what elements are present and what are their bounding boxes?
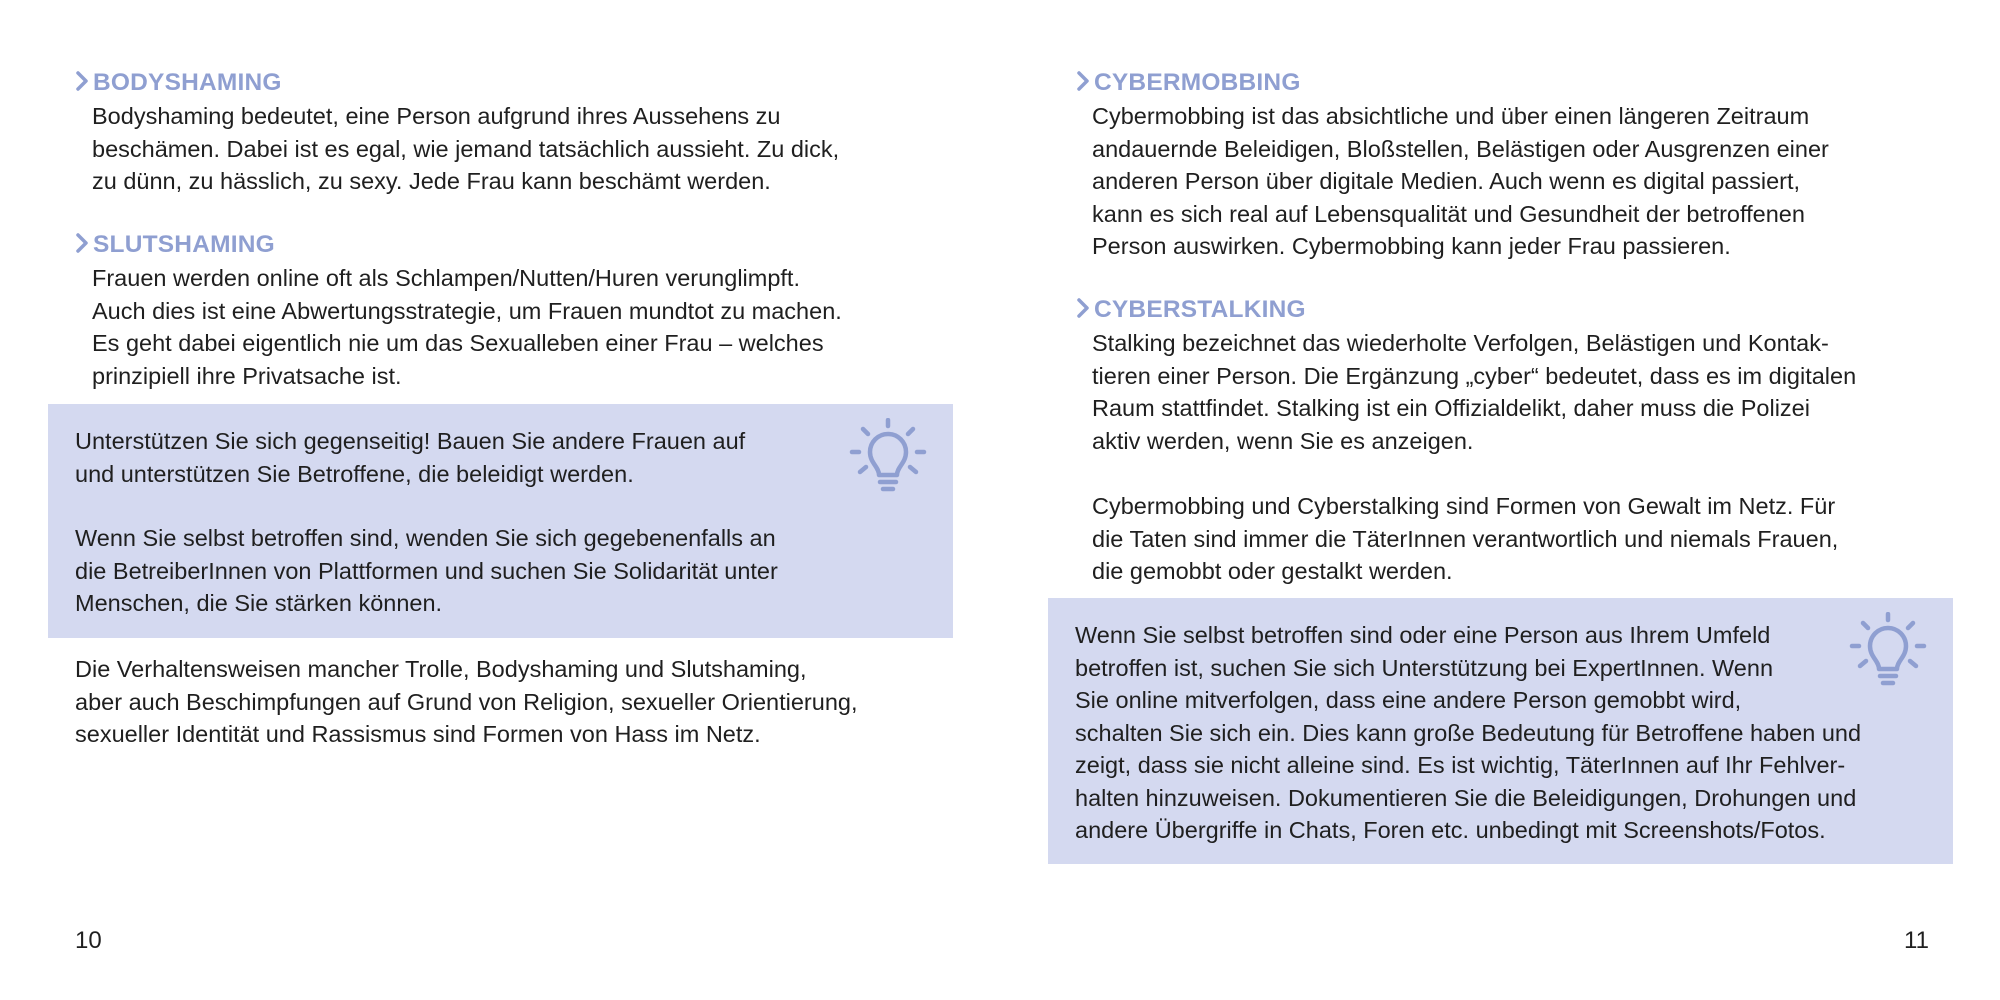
text-line: kann es sich real auf Lebensqualität und Gesundheit der betroffenen [1092,200,1805,227]
tip-paragraph-2 [75,522,778,620]
text-line: Die Verhaltensweisen mancher Trolle, Bodyshaming und Slutshaming, [75,656,807,682]
text-line: und unterstützen Sie Betroffene, die beleidigt werden. [75,460,634,487]
lightbulb-icon [848,418,928,498]
tip-paragraph-1 [75,425,745,490]
section-heading-cybermobbing [1075,67,1301,99]
text-line: beschämen. Dabei ist es egal, wie jemand tatsächlich aussieht. Zu dick, [92,135,840,162]
text-line: zu dünn, zu hässlich, zu sexy. Jede Frau kann beschämt werden. [92,168,771,194]
tip-box [48,404,953,638]
text-line: die Taten sind immer die TäterInnen verantwortlich und niemals Frauen, [1092,525,1839,552]
text-line: zeigt, dass sie nicht alleine sind. Es ist wichtig, TäterInnen auf Ihr Fehlver- [1075,752,1846,778]
text-line: die gemobbt oder gestalkt werden. [1092,558,1453,584]
text-line: Sie online mitverfolgen, dass eine andere Person gemobbt wird, [1075,687,1742,713]
text-line: andere Übergriffe in Chats, Foren etc. unbedingt mit Screenshots/Fotos. [1075,817,1826,843]
text-line: andauernde Beleidigen, Bloßstellen, Belästigen oder Ausgrenzen einer [1092,135,1829,162]
text-line: Es geht dabei eigentlich nie um das Sexualleben einer Frau – welches [92,330,824,356]
slutshaming-text [92,262,842,392]
chevron-right-icon [74,70,90,92]
text-line: Stalking bezeichnet das wiederholte Verfolgen, Belästigen und Kontak- [1092,330,1829,356]
text-line: Wenn Sie selbst betroffen sind, wenden Sie sich gegebenenfalls an [75,525,776,551]
text-line: Cybermobbing und Cyberstalking sind Formen von Gewalt im Netz. Für [1092,493,1836,519]
text-line: anderen Person über digitale Medien. Auch wenn es digital passiert, [1092,168,1801,194]
text-line: Frauen werden online oft als Schlampen/Nutten/Huren verunglimpft. [92,265,800,291]
text-line: schalten Sie sich ein. Dies kann große Bedeutung für Betroffene haben und [1075,719,1862,746]
text-line: Bodyshaming bedeutet, eine Person aufgrund ihres Aussehens zu [92,103,781,129]
violence-text [1092,490,1838,588]
text-line: Menschen, die Sie stärken können. [75,590,443,616]
text-line: Cybermobbing ist das absichtliche und über einen längeren Zeitraum [1092,103,1810,129]
text-line: Auch dies ist eine Abwertungsstrategie, um Frauen mundtot zu machen. [92,297,842,324]
chevron-right-icon [1075,297,1091,319]
heading-text: BODYSHAMING [93,69,282,96]
page-number: 10 [75,927,102,954]
heading-text: CYBERSTALKING [1094,296,1306,323]
text-line: sexueller Identität und Rassismus sind Formen von Hass im Netz. [75,721,761,747]
text-line: halten hinzuweisen. Dokumentieren Sie die Beleidigungen, Drohungen und [1075,784,1857,811]
chevron-right-icon [74,232,90,254]
bodyshaming-text [92,100,839,198]
text-line: tieren einer Person. Die Ergänzung „cyber“ bedeutet, dass es im digitalen [1092,362,1857,389]
closing-text [75,653,858,751]
section-heading-cyberstalking [1075,294,1306,326]
page-number: 11 [1904,927,1929,954]
text-line: betroffen ist, suchen Sie sich Unterstützung bei ExpertInnen. Wenn [1075,654,1774,681]
text-line: Unterstützen Sie sich gegenseitig! Bauen Sie andere Frauen auf [75,428,746,454]
text-line: aktiv werden, wenn Sie es anzeigen. [1092,427,1474,454]
text-line: Raum stattfindet. Stalking ist ein Offizialdelikt, daher muss die Polizei [1092,395,1810,421]
cybermobbing-text [1092,100,1829,263]
text-line: die BetreiberInnen von Plattformen und suchen Sie Solidarität unter [75,557,778,584]
text-line: Person auswirken. Cybermobbing kann jeder Frau passieren. [1092,233,1731,259]
heading-text: SLUTSHAMING [93,231,275,258]
section-heading-bodyshaming [74,67,282,99]
tip-box [1048,598,1953,864]
section-heading-slutshaming [74,229,275,261]
cyberstalking-text [1092,327,1856,457]
text-line: prinzipiell ihre Privatsache ist. [92,362,402,389]
tip-paragraph [1075,619,1861,847]
heading-text: CYBERMOBBING [1094,69,1301,96]
chevron-right-icon [1075,70,1091,92]
text-line: aber auch Beschimpfungen auf Grund von Religion, sexueller Orientierung, [75,688,858,715]
text-line: Wenn Sie selbst betroffen sind oder eine Person aus Ihrem Umfeld [1075,622,1771,648]
